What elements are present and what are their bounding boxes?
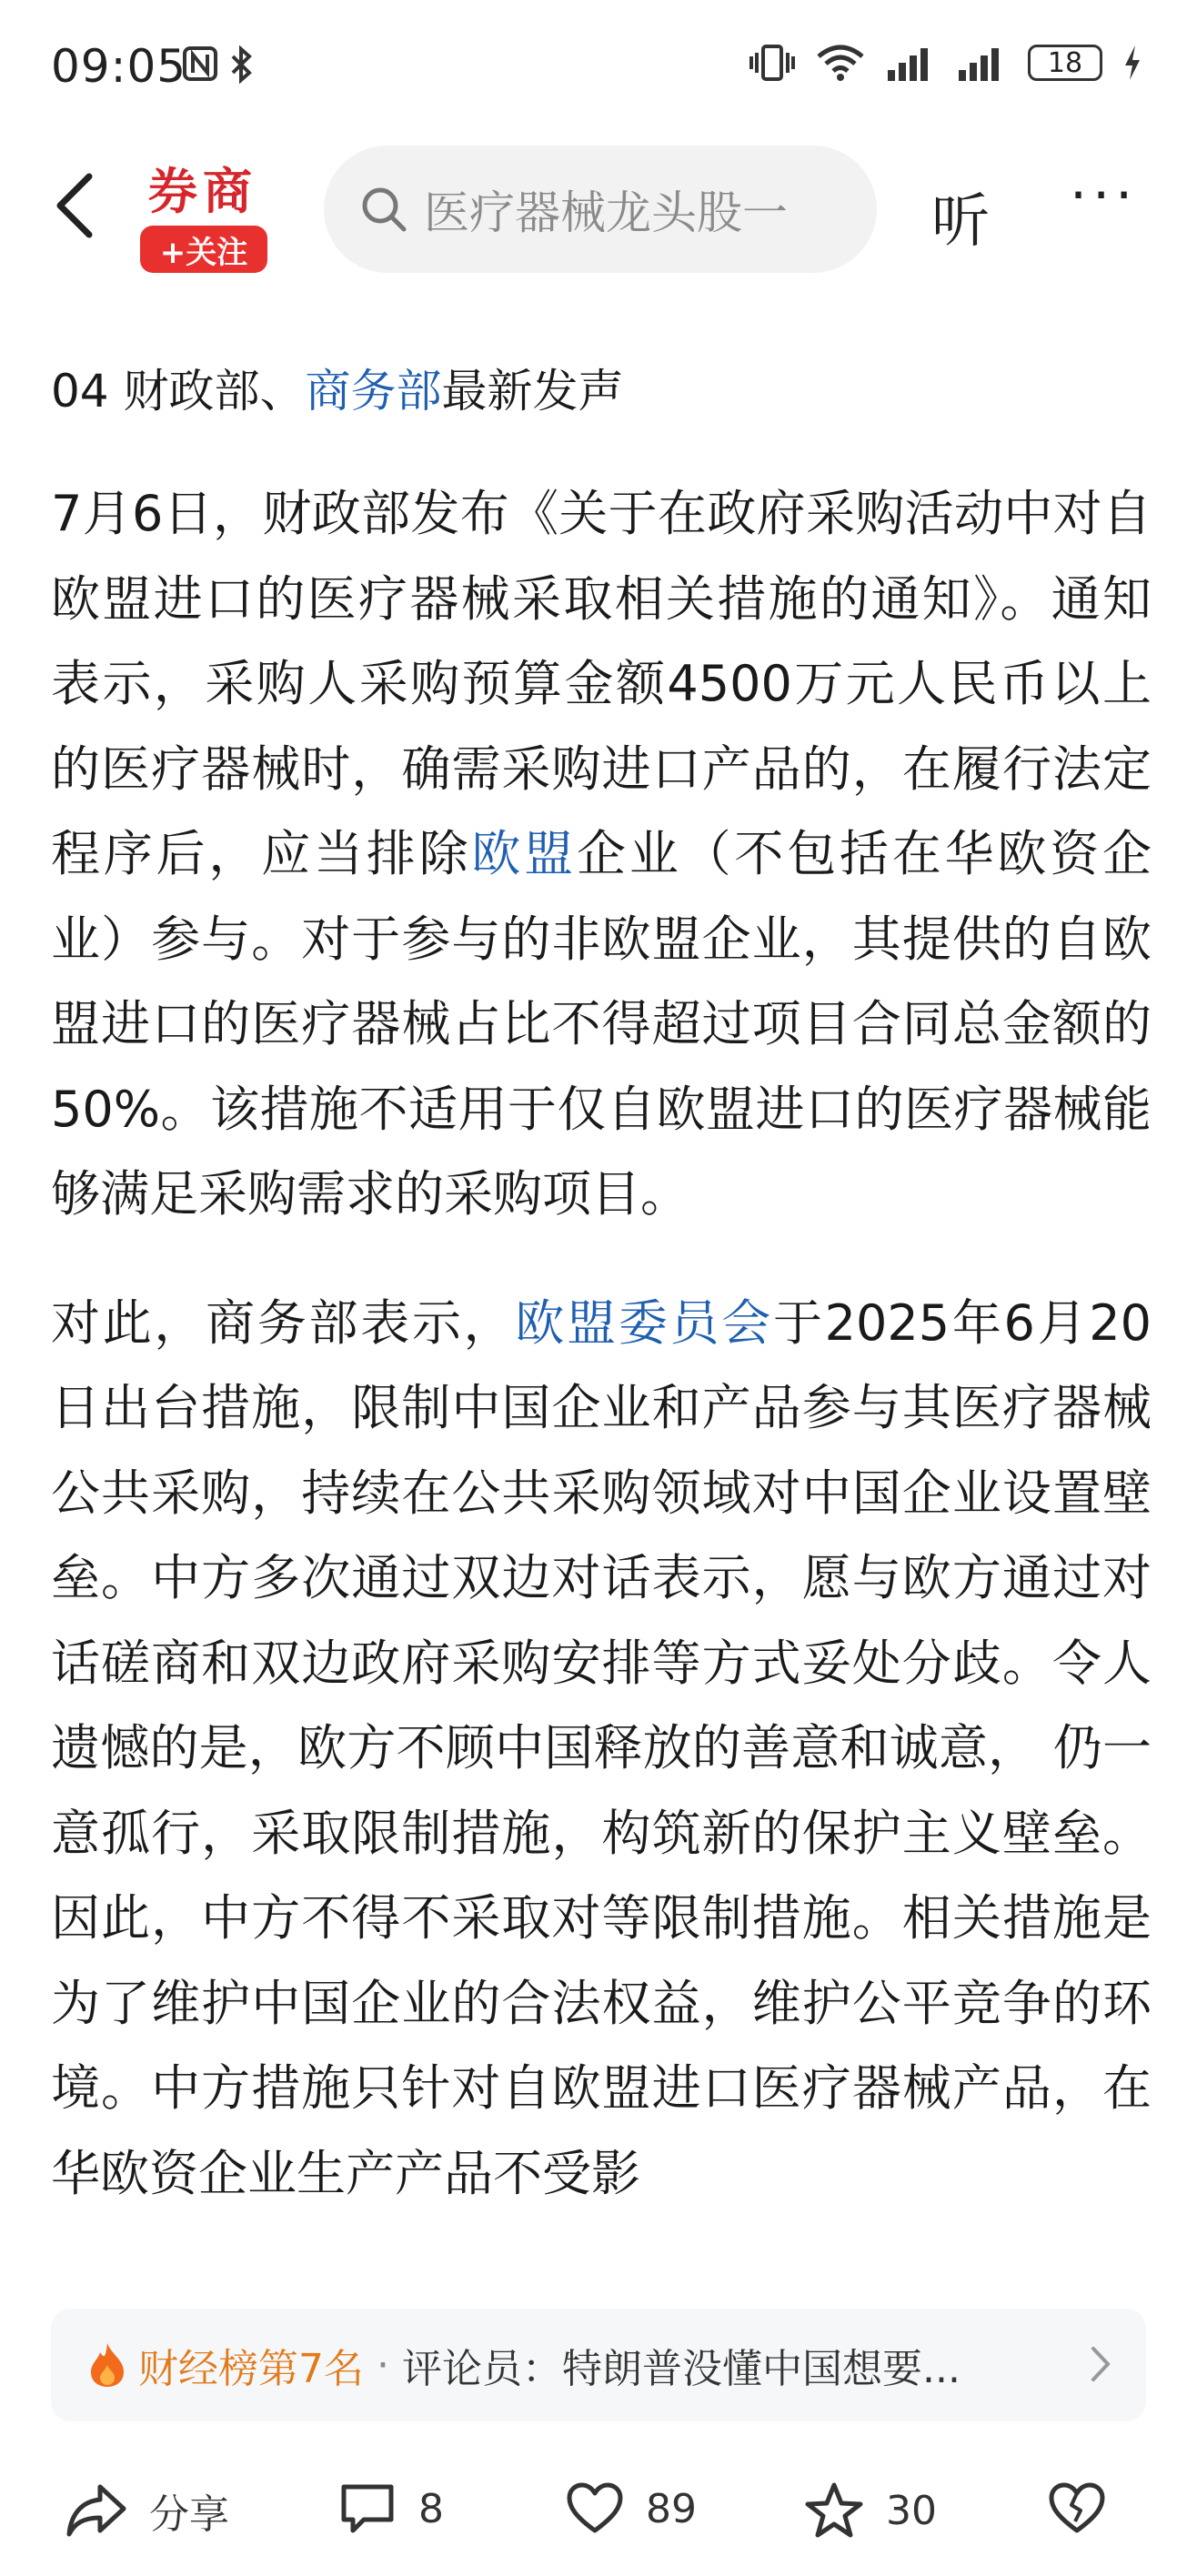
paragraph-2 (51, 1281, 1152, 2217)
search-bar[interactable] (324, 146, 877, 273)
wifi-icon (815, 44, 866, 82)
rank-label: 财经榜第7名 (138, 2346, 364, 2392)
fire-icon (87, 2341, 127, 2389)
listen-button[interactable]: 听 (931, 188, 990, 256)
article-body (51, 355, 1152, 2216)
paragraph-1 (51, 471, 1152, 1237)
follow-button[interactable]: +关注 (140, 226, 267, 273)
rank-comment: 评论员：特朗普没懂中国想要... (402, 2346, 961, 2392)
back-button[interactable] (45, 169, 109, 242)
charging-icon (1122, 44, 1142, 82)
heading-suffix: 最新发声 (441, 365, 624, 418)
link-eu[interactable]: 欧盟 (471, 825, 578, 882)
search-placeholder: 医疗器械龙头股一 (424, 186, 788, 239)
status-time: 09:05 (51, 40, 187, 93)
status-left-icons (182, 45, 255, 84)
more-button[interactable]: ··· (1070, 164, 1139, 227)
signal-icon-2 (957, 45, 1008, 81)
vibrate-icon (749, 44, 795, 82)
status-bar (0, 0, 1197, 136)
comment-icon (338, 2481, 397, 2536)
status-right-icons (749, 44, 1142, 82)
top-nav (0, 136, 1197, 282)
link-european-commission[interactable]: 欧盟委员会 (515, 1293, 773, 1352)
dislike-button[interactable] (1048, 2481, 1106, 2536)
favorite-count: 30 (886, 2487, 937, 2534)
bluetooth-icon (227, 45, 255, 84)
rank-separator: · (377, 2341, 389, 2389)
chevron-right-icon (1086, 2341, 1113, 2387)
favorite-button[interactable] (804, 2481, 937, 2540)
section-heading (51, 355, 1152, 428)
broken-heart-icon (1048, 2481, 1106, 2536)
battery-indicator: 18 (1028, 45, 1102, 81)
nfc-icon (182, 45, 218, 82)
signal-icon-1 (886, 45, 937, 81)
publisher-logo[interactable] (136, 144, 269, 277)
comment-count: 8 (418, 2485, 444, 2532)
trending-rank-bar[interactable] (51, 2309, 1146, 2421)
chevron-left-icon (45, 169, 109, 242)
paragraph-2-text-b: 于2025年6月20日出台措施，限制中国企业和产品参与其医疗器械公共采购，持续在公共采购领域对中国企业设置壁垒。中方多次通过双边对话表示，愿与欧方通过对话磋商和双边政府采购安排等方式妥处分歧。令人遗憾的是，欧方不顾中国释放的善意和诚意， 仍一意孤行，采取限制措施，构筑新的保护主义壁垒。因此，中方不得不采取对等限制措施。相关措施是为了维护中国企业的合法权益，维护公平竞争的环境。中方措施只针对自欧盟进口医疗器械产品，在华欧资企业生产产品不受影 (51, 1293, 1152, 2202)
like-button[interactable] (566, 2481, 697, 2536)
link-commerce-ministry[interactable]: 商务部 (305, 365, 442, 418)
heart-icon (566, 2481, 624, 2536)
bottom-action-bar (0, 2456, 1197, 2576)
logo-text: 券商 (148, 161, 257, 220)
paragraph-1-text-a: 7月6日，财政部发布《关于在政府采购活动中对自欧盟进口的医疗器械采取相关措施的通知》。通知表示，采购人采购预算金额4500万元人民币以上的医疗器械时，确需采购进口产品的，在履行法定程序后，应当排除 (51, 485, 1152, 882)
heading-prefix: 04 财政部、 (51, 365, 306, 418)
paragraph-1-text-b: 企业（不包括在华欧资企业）参与。对于参与的非欧盟企业，其提供的自欧盟进口的医疗器械占比不得超过项目合同总金额的50%。该措施不适用于仅自欧盟进口的医疗器械能够满足采购需求的采购项目。 (51, 825, 1152, 1223)
like-count: 89 (646, 2485, 697, 2532)
share-icon (65, 2481, 127, 2540)
share-button[interactable] (65, 2481, 229, 2540)
comment-button[interactable] (338, 2481, 444, 2536)
share-label: 分享 (149, 2491, 229, 2538)
search-icon (360, 186, 407, 233)
paragraph-2-text-a: 对此，商务部表示， (51, 1293, 516, 1352)
star-icon (804, 2481, 864, 2540)
